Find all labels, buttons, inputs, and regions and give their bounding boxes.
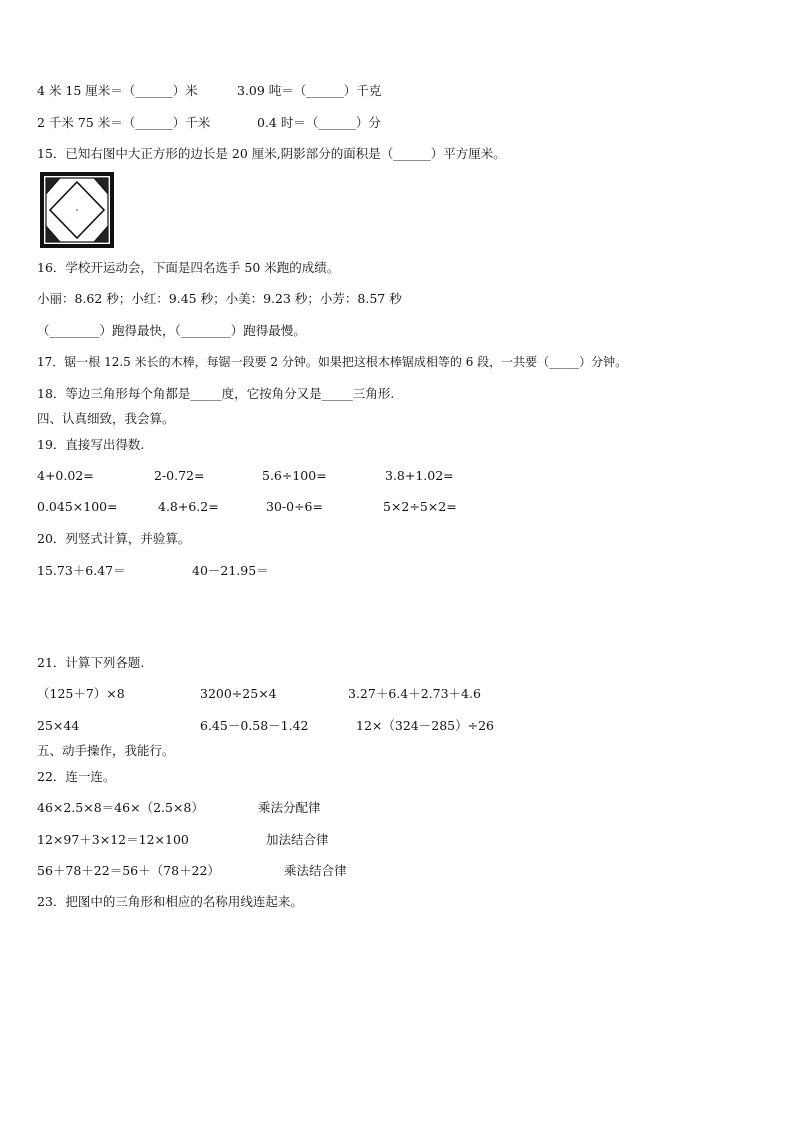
q19-title: 19．直接写出得数. <box>37 437 145 452</box>
section-4-title: 四、认真细致，我会算。 <box>37 411 175 426</box>
q22-right-3: 乘法结合律 <box>284 863 347 878</box>
q14-item-1: 4 米 15 厘米＝（______）米 <box>37 83 198 98</box>
q19-item-6: 4.8+6.2= <box>158 499 219 514</box>
q15-text: 15．已知右图中大正方形的边长是 20 厘米,阴影部分的面积是（______）平方厘米。 <box>37 146 506 161</box>
q21-item-1: （125＋7）×8 <box>37 686 125 701</box>
section-5-title: 五、动手操作，我能行。 <box>37 743 175 758</box>
q22-right-2: 加法结合律 <box>266 832 329 847</box>
q21-item-4: 25×44 <box>37 718 80 733</box>
q22-left-2: 12×97＋3×12＝12×100 <box>37 832 189 847</box>
q20-item-1: 15.73＋6.47＝ <box>37 563 126 578</box>
q16-results: 小丽：8.62 秒；小红：9.45 秒；小美：9.23 秒；小芳：8.57 秒 <box>37 291 402 306</box>
q17-text: 17．锯一根 12.5 米长的木棒，每锯一段要 2 分钟。如果把这根木棒锯成相等的 6 段，一共要（_____）分钟。 <box>37 355 628 369</box>
q19-item-7: 30-0÷6= <box>266 499 323 514</box>
q22-left-1: 46×2.5×8＝46×（2.5×8） <box>37 800 204 815</box>
q22-title: 22．连一连。 <box>37 769 116 784</box>
q22-right-1: 乘法分配律 <box>258 800 321 815</box>
q14-item-2: 3.09 吨＝（______）千克 <box>237 83 382 98</box>
square-figure <box>40 172 114 248</box>
q16-title: 16．学校开运动会，下面是四名选手 50 米跑的成绩。 <box>37 260 340 275</box>
q20-title: 20．列竖式计算，并验算。 <box>37 531 191 546</box>
q16-answer: （________）跑得最快，（________）跑得最慢。 <box>37 323 306 338</box>
q19-item-1: 4+0.02= <box>37 468 94 483</box>
q19-item-8: 5×2÷5×2= <box>383 499 457 514</box>
q14-item-4: 0.4 时＝（______）分 <box>257 115 381 130</box>
q20-item-2: 40－21.95＝ <box>192 563 269 578</box>
q19-item-2: 2-0.72= <box>154 468 205 483</box>
q21-item-2: 3200÷25×4 <box>200 686 277 701</box>
q18-text: 18．等边三角形每个角都是_____度，它按角分又是_____三角形. <box>37 386 395 401</box>
q19-item-4: 3.8+1.02= <box>385 468 454 483</box>
q21-title: 21．计算下列各题. <box>37 655 145 670</box>
q22-left-3: 56＋78＋22＝56＋（78＋22） <box>37 863 220 878</box>
q21-item-6: 12×（324－285）÷26 <box>356 718 494 733</box>
q14-item-3: 2 千米 75 米＝（______）千米 <box>37 115 211 130</box>
q21-item-5: 6.45－0.58－1.42 <box>200 718 309 733</box>
q23-title: 23．把图中的三角形和相应的名称用线连起来。 <box>37 894 303 909</box>
q19-item-3: 5.6÷100= <box>262 468 327 483</box>
q19-item-5: 0.045×100= <box>37 499 118 514</box>
q21-item-3: 3.27＋6.4＋2.73＋4.6 <box>348 686 481 701</box>
